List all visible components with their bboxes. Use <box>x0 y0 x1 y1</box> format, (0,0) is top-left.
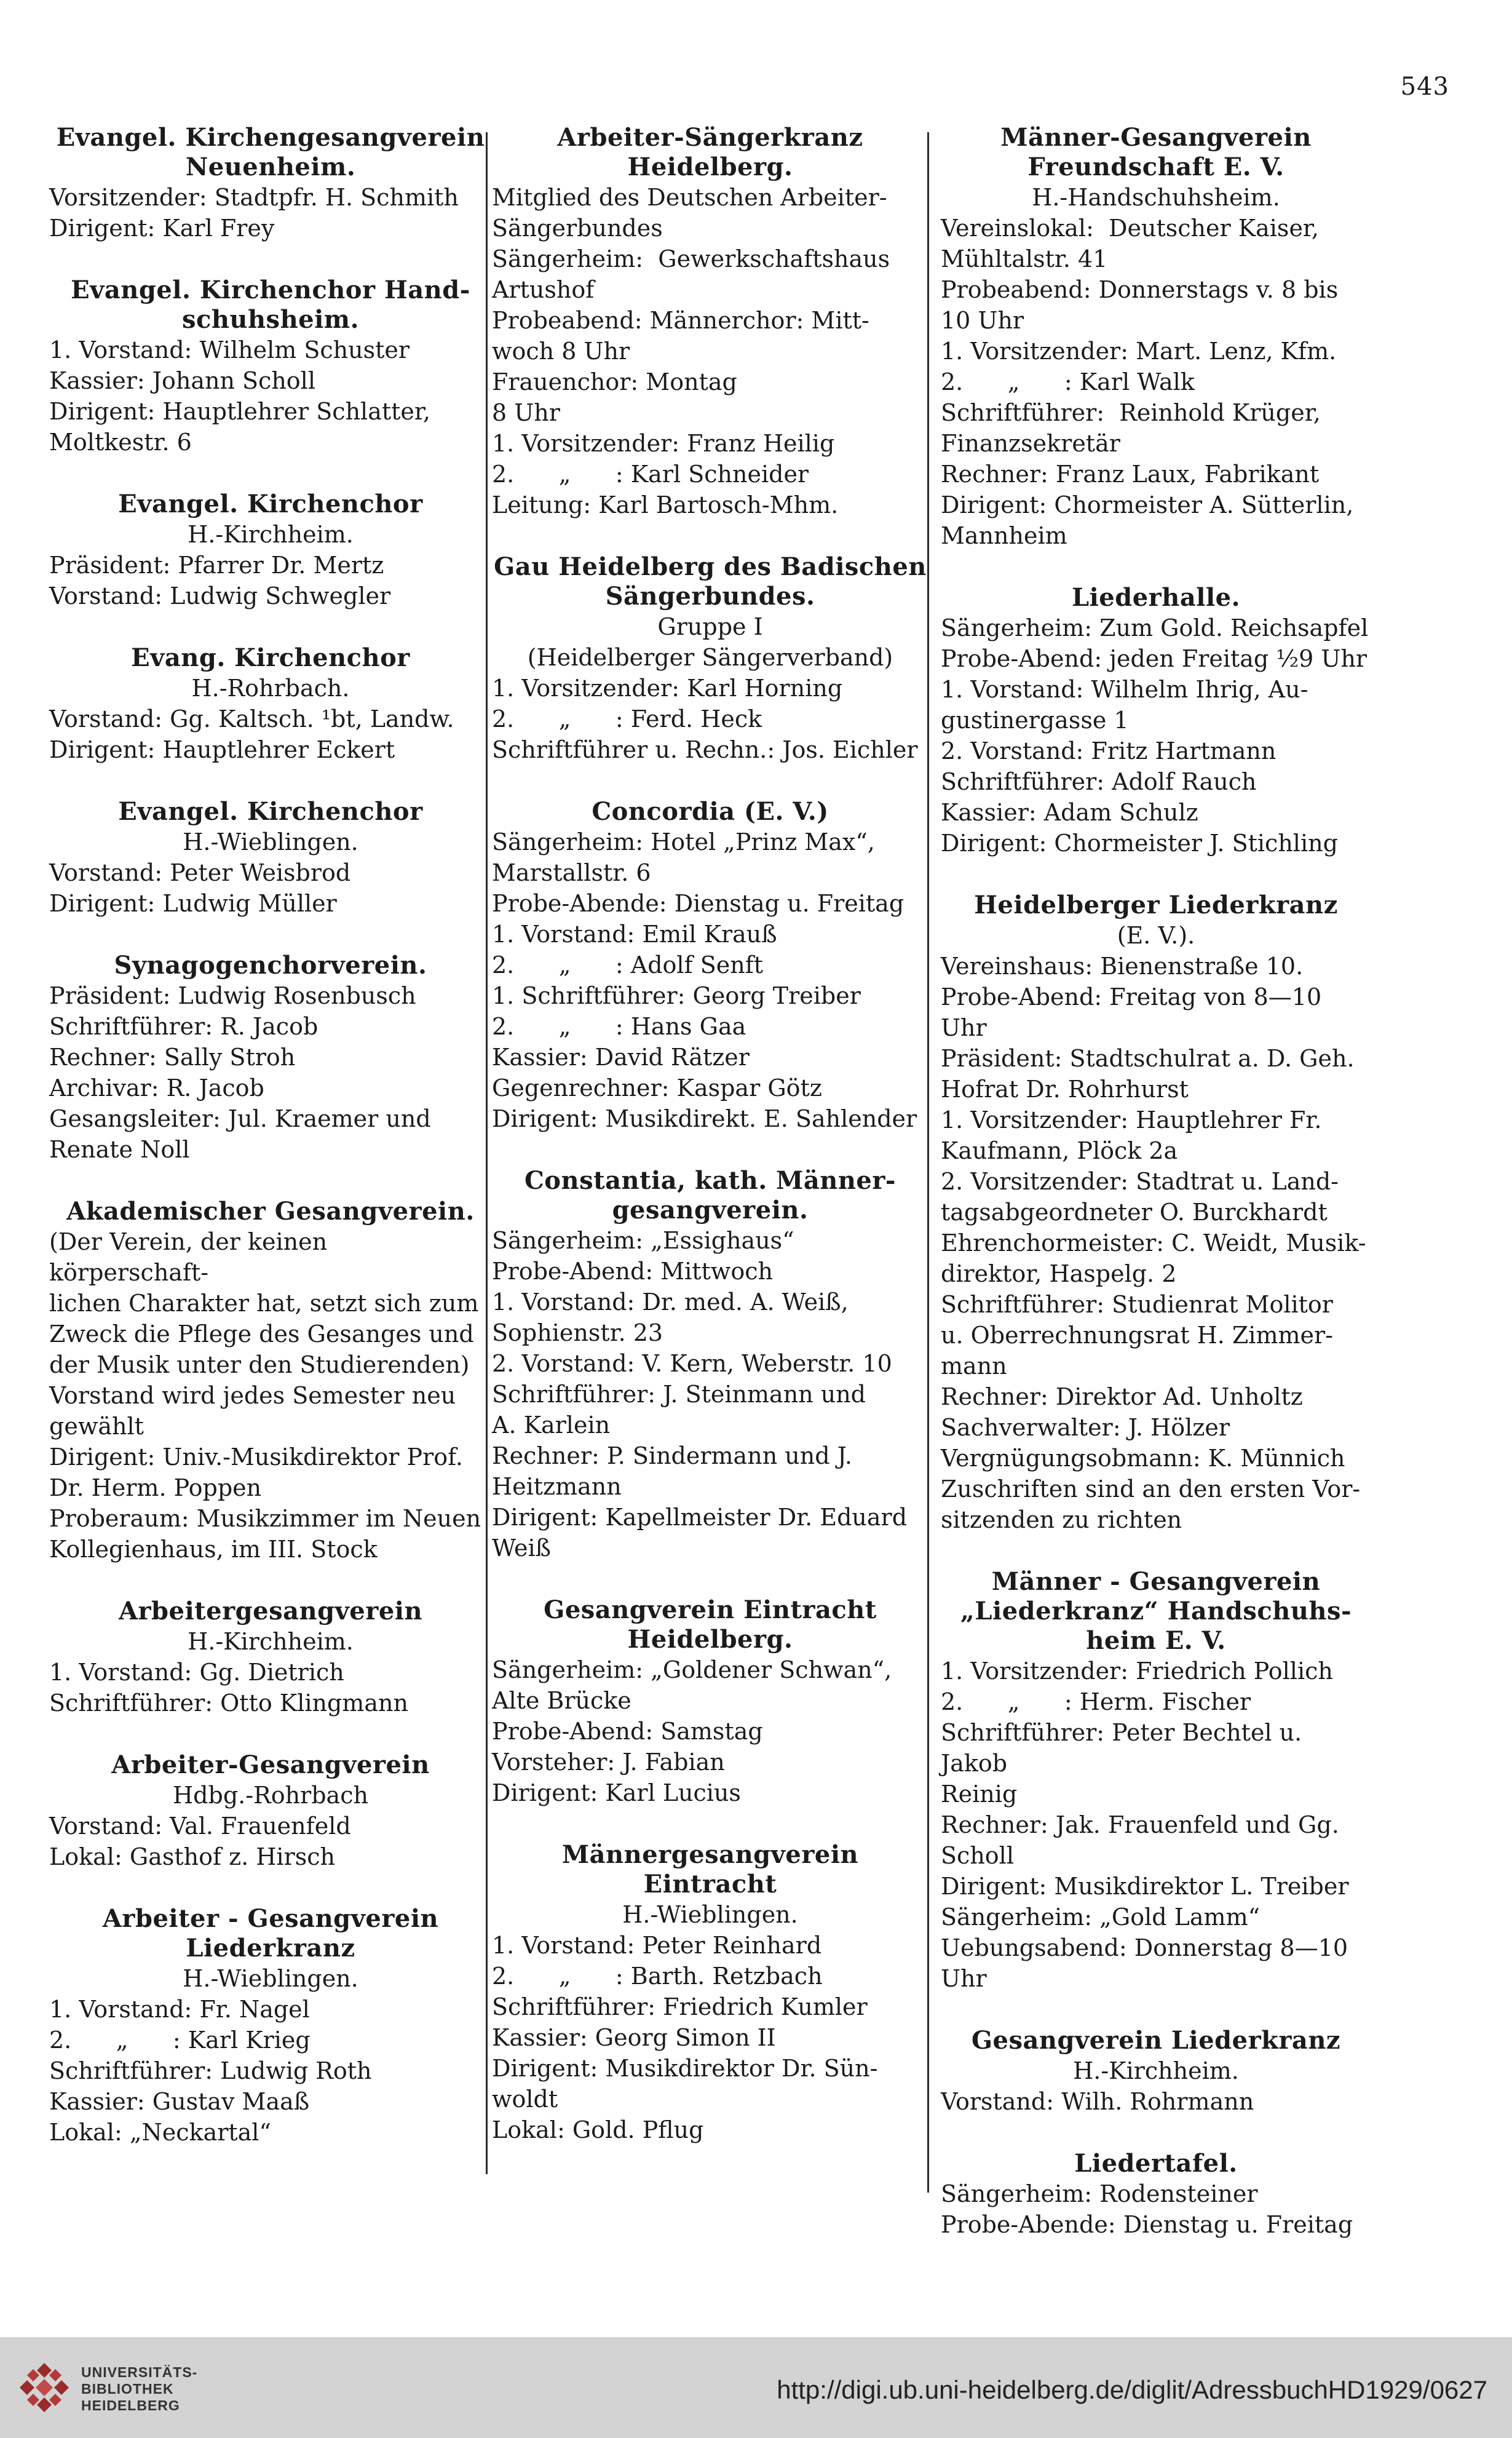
entry-line: Sängerheim: Zum Gold. Reichsapfel <box>941 614 1369 641</box>
entry-line: Lokal: Gasthof z. Hirsch <box>49 1843 335 1870</box>
entry-line: 1. Vorsitzender: Karl Horning <box>492 675 843 702</box>
association-location: H.-Kirchheim. <box>1073 2057 1239 2084</box>
entry-line: Reinig <box>941 1781 1018 1808</box>
association-title: heim E. V. <box>1086 1626 1226 1655</box>
entry-line: Präsident: Stadtschulrat a. D. Geh. <box>941 1045 1355 1072</box>
entry-line: Zweck die Pflege des Gesanges und <box>49 1320 474 1348</box>
section-spacer <box>492 1563 928 1595</box>
entry-line: Dirigent: Karl Lucius <box>492 1779 741 1806</box>
entry-line: 2. „ : Karl Schneider <box>492 461 809 488</box>
entry-line: Rechner: Jak. Frauenfeld und Gg. <box>941 1811 1339 1838</box>
association-title: Gesangverein Liederkranz <box>971 2026 1341 2055</box>
association-title: Heidelberg. <box>627 1625 793 1654</box>
entry-line: Uebungsabend: Donnerstag 8—10 <box>941 1934 1348 1961</box>
entry-line: Schriftführer u. Rechn.: Jos. Eichler <box>492 736 918 763</box>
section-spacer <box>941 2117 1371 2149</box>
entry-line: Artushof <box>492 276 595 303</box>
entry-line: Probe-Abend: Freitag von 8—10 <box>941 983 1322 1011</box>
entry-line: Dirigent: Karl Frey <box>49 215 275 242</box>
association-entry <box>49 490 492 611</box>
association-title: Liederkranz <box>186 1934 355 1963</box>
entry-line: Dirigent: Univ.-Musikdirektor Prof. <box>49 1443 463 1471</box>
entry-line: woldt <box>492 2086 558 2113</box>
association-title: Männergesangverein <box>561 1840 859 1869</box>
association-title: Heidelberger Liederkranz <box>974 891 1338 919</box>
association-location: H.-Wieblingen. <box>183 828 358 856</box>
entry-line: 2. „ : Karl Krieg <box>49 2027 311 2054</box>
section-spacer <box>492 520 928 552</box>
entry-line: Kassier: Adam Schulz <box>941 799 1198 826</box>
entry-line: 1. Vorsitzender: Friedrich Pollich <box>941 1658 1333 1685</box>
association-title: Akademischer Gesangverein. <box>66 1197 475 1226</box>
entry-line: Sängerheim: „Goldener Schwan“, <box>492 1656 892 1683</box>
association-title: Constantia, kath. Männer- <box>524 1166 897 1195</box>
library-name <box>81 2364 197 2414</box>
entry-line: Sängerheim: Hotel „Prinz Max“, <box>492 828 875 856</box>
entry-line: 2. „ : Adolf Senft <box>492 951 764 979</box>
entry-line: A. Karlein <box>492 1412 611 1439</box>
association-entry <box>49 123 492 244</box>
entry-line: Schriftführer: Peter Bechtel u. Jakob <box>941 1719 1310 1777</box>
entry-line: Schriftführer: Reinhold Krüger, <box>941 399 1321 426</box>
entry-line: Alte Brücke <box>492 1687 631 1714</box>
entry-line: Rechner: Direktor Ad. Unholtz <box>941 1383 1303 1410</box>
entry-line: 1. Vorstand: Gg. Dietrich <box>49 1659 344 1686</box>
association-title: Eintracht <box>643 1870 777 1899</box>
entry-line: Rechner: P. Sindermann und J. <box>492 1442 852 1469</box>
entry-line: Schriftführer: J. Steinmann und <box>492 1381 866 1408</box>
library-logo-icon <box>17 2361 71 2415</box>
section-spacer <box>49 919 492 951</box>
entry-line: 1. Vorstand: Wilhelm Ihrig, Au- <box>941 676 1308 703</box>
entry-line: 10 Uhr <box>941 307 1024 334</box>
entry-line: Dirigent: Chormeister J. Stichling <box>941 830 1338 857</box>
entry-line: Sängerheim: Gewerkschaftshaus <box>492 245 890 272</box>
entry-line: Marstallstr. 6 <box>492 859 651 886</box>
association-title: „Liederkranz“ Handschuhs- <box>960 1597 1352 1626</box>
entry-line: Vorstand: Wilh. Rohrmann <box>941 2088 1254 2115</box>
association-entry <box>941 2026 1371 2117</box>
association-title: Gau Heidelberg des Badischen <box>494 552 927 581</box>
entry-line: Rechner: Franz Laux, Fabrikant <box>941 461 1320 488</box>
association-entry <box>492 797 928 1134</box>
entry-line: Probe-Abend: Samstag <box>492 1718 763 1745</box>
entry-line: 1. Vorsitzender: Hauptlehrer Fr. <box>941 1106 1322 1134</box>
association-title: schuhsheim. <box>181 305 360 334</box>
section-spacer <box>49 458 492 490</box>
entry-line: Kaufmann, Plöck 2a <box>941 1137 1178 1164</box>
entry-line: Hofrat Dr. Rohrhurst <box>941 1076 1189 1103</box>
entry-line: Vorsteher: J. Fabian <box>492 1749 725 1776</box>
association-entry <box>49 797 492 919</box>
association-location: (E. V.). <box>1117 922 1195 949</box>
entry-line: Probeabend: Donnerstags v. 8 bis <box>941 276 1339 303</box>
section-spacer <box>492 765 928 797</box>
entry-line: 1. Vorsitzender: Franz Heilig <box>492 430 835 457</box>
entry-line: Probe-Abend: jeden Freitag ½9 Uhr <box>941 645 1368 672</box>
entry-line: 1. Vorstand: Dr. med. A. Weiß, <box>492 1288 849 1316</box>
entry-line: Dirigent: Chormeister A. Sütterlin, <box>941 491 1354 518</box>
entry-line: Schriftführer: R. Jacob <box>49 1013 319 1040</box>
entry-line: 2. Vorsitzender: Stadtrat u. Land- <box>941 1168 1339 1195</box>
entry-line: Dirigent: Musikdirekt. E. Sahlender <box>492 1105 917 1132</box>
association-title: Evangel. Kirchenchor <box>118 797 423 826</box>
entry-line: Lokal: Gold. Pflug <box>492 2116 704 2143</box>
entry-line: Schriftführer: Friedrich Kumler <box>492 1993 868 2020</box>
entry-line: Probe-Abende: Dienstag u. Freitag <box>492 890 904 917</box>
entry-line: 2. Vorstand: Fritz Hartmann <box>941 737 1276 764</box>
entry-line: woch 8 Uhr <box>492 338 630 365</box>
section-spacer <box>49 1165 492 1197</box>
entry-line: Probeabend: Männerchor: Mitt- <box>492 307 869 334</box>
entry-line: tagsabgeordneter O. Burckhardt <box>941 1199 1328 1226</box>
association-entry <box>49 1197 492 1565</box>
association-location: H.-Kirchheim. <box>188 521 354 548</box>
section-spacer <box>49 1565 492 1597</box>
entry-line: Rechner: Sally Stroh <box>49 1044 296 1071</box>
association-entry <box>49 951 492 1165</box>
association-entry <box>492 1595 928 1808</box>
entry-line: Vorstand: Gg. Kaltsch. ¹bt, Landw. <box>49 705 454 733</box>
entry-line: Ehrenchormeister: C. Weidt, Musik- <box>941 1229 1366 1257</box>
entry-line: Frauenchor: Montag <box>492 368 737 395</box>
entry-line: Dirigent: Kapellmeister Dr. Eduard <box>492 1504 908 1531</box>
association-title: Sängerbundes. <box>605 582 815 611</box>
section-spacer <box>941 551 1371 583</box>
entry-line: Kassier: David Rätzer <box>492 1044 750 1071</box>
entry-line: Vereinslokal: Deutscher Kaiser, <box>941 215 1319 242</box>
association-title: Evangel. Kirchenchor <box>118 490 423 518</box>
entry-line: Proberaum: Musikzimmer im Neuen <box>49 1505 481 1532</box>
entry-line: Dirigent: Hauptlehrer Schlatter, <box>49 398 430 425</box>
column-left <box>49 123 492 2148</box>
entry-line: Moltkestr. 6 <box>49 429 192 456</box>
association-title: Neuenheim. <box>185 153 356 181</box>
library-name-line: HEIDELBERG <box>81 2397 180 2413</box>
association-entry <box>492 1840 928 2145</box>
association-entry <box>941 583 1371 859</box>
entry-line: Dr. Herm. Poppen <box>49 1474 262 1501</box>
entry-line: Dirigent: Musikdirektor Dr. Sün- <box>492 2055 878 2082</box>
entry-line: Gesangsleiter: Jul. Kraemer und <box>49 1105 431 1132</box>
footer-bar <box>0 2337 1512 2438</box>
entry-line: Probe-Abend: Mittwoch <box>492 1258 773 1285</box>
entry-line: Gegenrechner: Kaspar Götz <box>492 1074 822 1102</box>
association-entry <box>492 123 928 520</box>
entry-line: gewählt <box>49 1413 144 1440</box>
section-spacer <box>492 1808 928 1840</box>
entry-line: Vorstand wird jedes Semester neu <box>49 1382 456 1409</box>
section-spacer <box>49 765 492 797</box>
entry-line: Sängerheim: „Gold Lamm“ <box>941 1904 1261 1931</box>
entry-line: Vorstand: Val. Frauenfeld <box>49 1813 351 1840</box>
association-title: Freundschaft E. V. <box>1027 153 1284 181</box>
entry-line: Archivar: R. Jacob <box>49 1074 264 1102</box>
entry-line: gustinergasse 1 <box>941 707 1129 734</box>
entry-line: 2. Vorstand: V. Kern, Weberstr. 10 <box>492 1350 892 1377</box>
entry-line: Mitglied des Deutschen Arbeiter- <box>492 184 887 211</box>
association-entry <box>941 2149 1371 2240</box>
association-title: Gesangverein Eintracht <box>544 1595 877 1624</box>
association-title: Evang. Kirchenchor <box>131 643 410 672</box>
section-spacer <box>941 1535 1371 1567</box>
association-title: Evangel. Kirchengesangverein <box>56 123 485 152</box>
association-location: H.-Kirchheim. <box>188 1628 354 1655</box>
library-name-line: UNIVERSITÄTS- <box>81 2364 198 2380</box>
entry-line: Präsident: Ludwig Rosenbusch <box>49 982 416 1009</box>
entry-line: Renate Noll <box>49 1136 190 1163</box>
entry-line: sitzenden zu richten <box>941 1506 1182 1533</box>
entry-line: Mannheim <box>941 522 1067 549</box>
entry-line: Kassier: Gustav Maaß <box>49 2088 310 2115</box>
association-title: gesangverein. <box>612 1196 809 1225</box>
entry-line: (Der Verein, der keinen körperschaft- <box>49 1228 335 1286</box>
entry-line: Lokal: „Neckartal“ <box>49 2119 271 2146</box>
entry-line: Vergnügungsobmann: K. Münnich <box>941 1445 1345 1472</box>
entry-line: Schriftführer: Ludwig Roth <box>49 2057 372 2084</box>
entry-line: Leitung: Karl Bartosch-Mhm. <box>492 491 839 518</box>
association-location: H.-Wieblingen. <box>183 1965 358 1992</box>
entry-line: Kassier: Johann Scholl <box>49 367 315 394</box>
entry-line: 1. Vorstand: Emil Krauß <box>492 921 777 948</box>
association-location: H.-Rohrbach. <box>191 675 350 702</box>
association-title: Concordia (E. V.) <box>592 797 829 826</box>
association-title: Arbeiter-Sängerkranz <box>557 123 863 152</box>
section-spacer <box>49 244 492 276</box>
entry-line: 2. „ : Hans Gaa <box>492 1013 746 1040</box>
association-location: H.-Handschuhsheim. <box>1032 184 1280 211</box>
column-middle <box>492 123 928 2145</box>
association-title: Arbeiter-Gesangverein <box>111 1750 430 1779</box>
association-location: H.-Wieblingen. <box>622 1901 798 1928</box>
entry-line: Kollegienhaus, im III. Stock <box>49 1536 378 1563</box>
entry-line: Sängerheim: Rodensteiner <box>941 2180 1258 2207</box>
association-entry <box>49 1750 492 1872</box>
entry-line: 1. Schriftführer: Georg Treiber <box>492 982 861 1009</box>
page-number: 543 <box>1400 73 1449 101</box>
section-spacer <box>941 859 1371 891</box>
entry-line: Präsident: Pfarrer Dr. Mertz <box>49 552 384 579</box>
entry-line: Weiß <box>492 1535 551 1562</box>
entry-line: Sophienstr. 23 <box>492 1319 663 1346</box>
association-title: Heidelberg. <box>627 153 793 181</box>
entry-line: mann <box>941 1352 1007 1380</box>
entry-line: Scholl <box>941 1842 1014 1869</box>
section-spacer <box>49 1718 492 1750</box>
association-title: Liedertafel. <box>1074 2149 1238 2178</box>
association-title: Arbeiter - Gesangverein <box>102 1904 439 1933</box>
association-entry <box>941 123 1371 551</box>
entry-line: Zuschriften sind an den ersten Vor- <box>941 1475 1361 1503</box>
entry-line: Dirigent: Ludwig Müller <box>49 890 337 917</box>
association-entry <box>49 276 492 458</box>
association-entry <box>492 552 928 765</box>
association-title: Männer-Gesangverein <box>1000 123 1312 152</box>
section-spacer <box>49 1872 492 1904</box>
entry-line: 1. Vorsitzender: Mart. Lenz, Kfm. <box>941 338 1337 365</box>
section-spacer <box>941 1994 1371 2026</box>
association-location: Gruppe I <box>657 613 763 640</box>
entry-line: Vorstand: Peter Weisbrod <box>49 859 351 886</box>
entry-line: Sängerbundes <box>492 215 663 242</box>
association-title: Männer - Gesangverein <box>991 1567 1321 1596</box>
entry-line: u. Oberrechnungsrat H. Zimmer- <box>941 1322 1334 1349</box>
entry-line: Mühltalstr. 41 <box>941 245 1108 272</box>
association-entry <box>49 643 492 765</box>
entry-line: Uhr <box>941 1965 987 1992</box>
entry-line: Uhr <box>941 1014 987 1041</box>
entry-line: Vorstand: Ludwig Schwegler <box>49 582 391 610</box>
library-name-line: BIBLIOTHEK <box>81 2381 174 2397</box>
entry-line: 2. „ : Ferd. Heck <box>492 705 762 733</box>
association-entry <box>941 891 1371 1535</box>
entry-line: Sängerheim: „Essighaus“ <box>492 1227 794 1254</box>
entry-line: direktor, Haspelg. 2 <box>941 1260 1177 1287</box>
entry-line: 8 Uhr <box>492 399 560 426</box>
association-title: Synagogenchorverein. <box>114 951 427 980</box>
section-spacer <box>49 611 492 643</box>
entry-line: 1. Vorstand: Fr. Nagel <box>49 1996 310 2023</box>
entry-line: Finanzsekretär <box>941 430 1120 457</box>
association-entry <box>49 1904 492 2148</box>
entry-line: Schriftführer: Adolf Rauch <box>941 768 1257 795</box>
association-entry <box>49 1597 492 1718</box>
entry-line: der Musik unter den Studierenden) <box>49 1351 470 1378</box>
section-spacer <box>492 1134 928 1166</box>
association-entry <box>492 1166 928 1563</box>
entry-line: Heitzmann <box>492 1473 622 1500</box>
entry-line: Sachverwalter: J. Hölzer <box>941 1414 1230 1441</box>
entry-line: Dirigent: Hauptlehrer Eckert <box>49 736 395 763</box>
source-url-link[interactable]: http://digi.ub.uni-heidelberg.de/diglit/AdressbuchHD1929/0627 <box>777 2375 1487 2404</box>
association-title: Liederhalle. <box>1071 583 1241 612</box>
entry-line: 1. Vorstand: Peter Reinhard <box>492 1932 822 1959</box>
entry-line: Dirigent: Musikdirektor L. Treiber <box>941 1873 1349 1900</box>
association-title: Evangel. Kirchenchor Hand- <box>71 276 470 304</box>
entry-line: 1. Vorstand: Wilhelm Schuster <box>49 336 410 363</box>
entry-line: 2. „ : Herm. Fischer <box>941 1688 1251 1715</box>
association-entry <box>941 1567 1371 1994</box>
entry-line: Schriftführer: Otto Klingmann <box>49 1690 408 1717</box>
association-title: Arbeitergesangverein <box>118 1597 423 1626</box>
entry-line: Vorsitzender: Stadtpfr. H. Schmith <box>49 184 459 211</box>
entry-line: 2. „ : Barth. Retzbach <box>492 1963 823 1990</box>
entry-line: Kassier: Georg Simon II <box>492 2024 776 2051</box>
entry-line: lichen Charakter hat, setzt sich zum <box>49 1290 479 1317</box>
entry-line: Vereinshaus: Bienenstraße 10. <box>941 953 1304 980</box>
entry-line: Schriftführer: Studienrat Molitor <box>941 1291 1333 1318</box>
column-right <box>941 123 1371 2240</box>
entry-line: Probe-Abende: Dienstag u. Freitag <box>941 2211 1353 2238</box>
association-location: Hdbg.-Rohrbach <box>173 1782 368 1809</box>
entry-line: 2. „ : Karl Walk <box>941 368 1195 395</box>
association-subtitle: (Heidelberger Sängerverband) <box>527 644 893 671</box>
